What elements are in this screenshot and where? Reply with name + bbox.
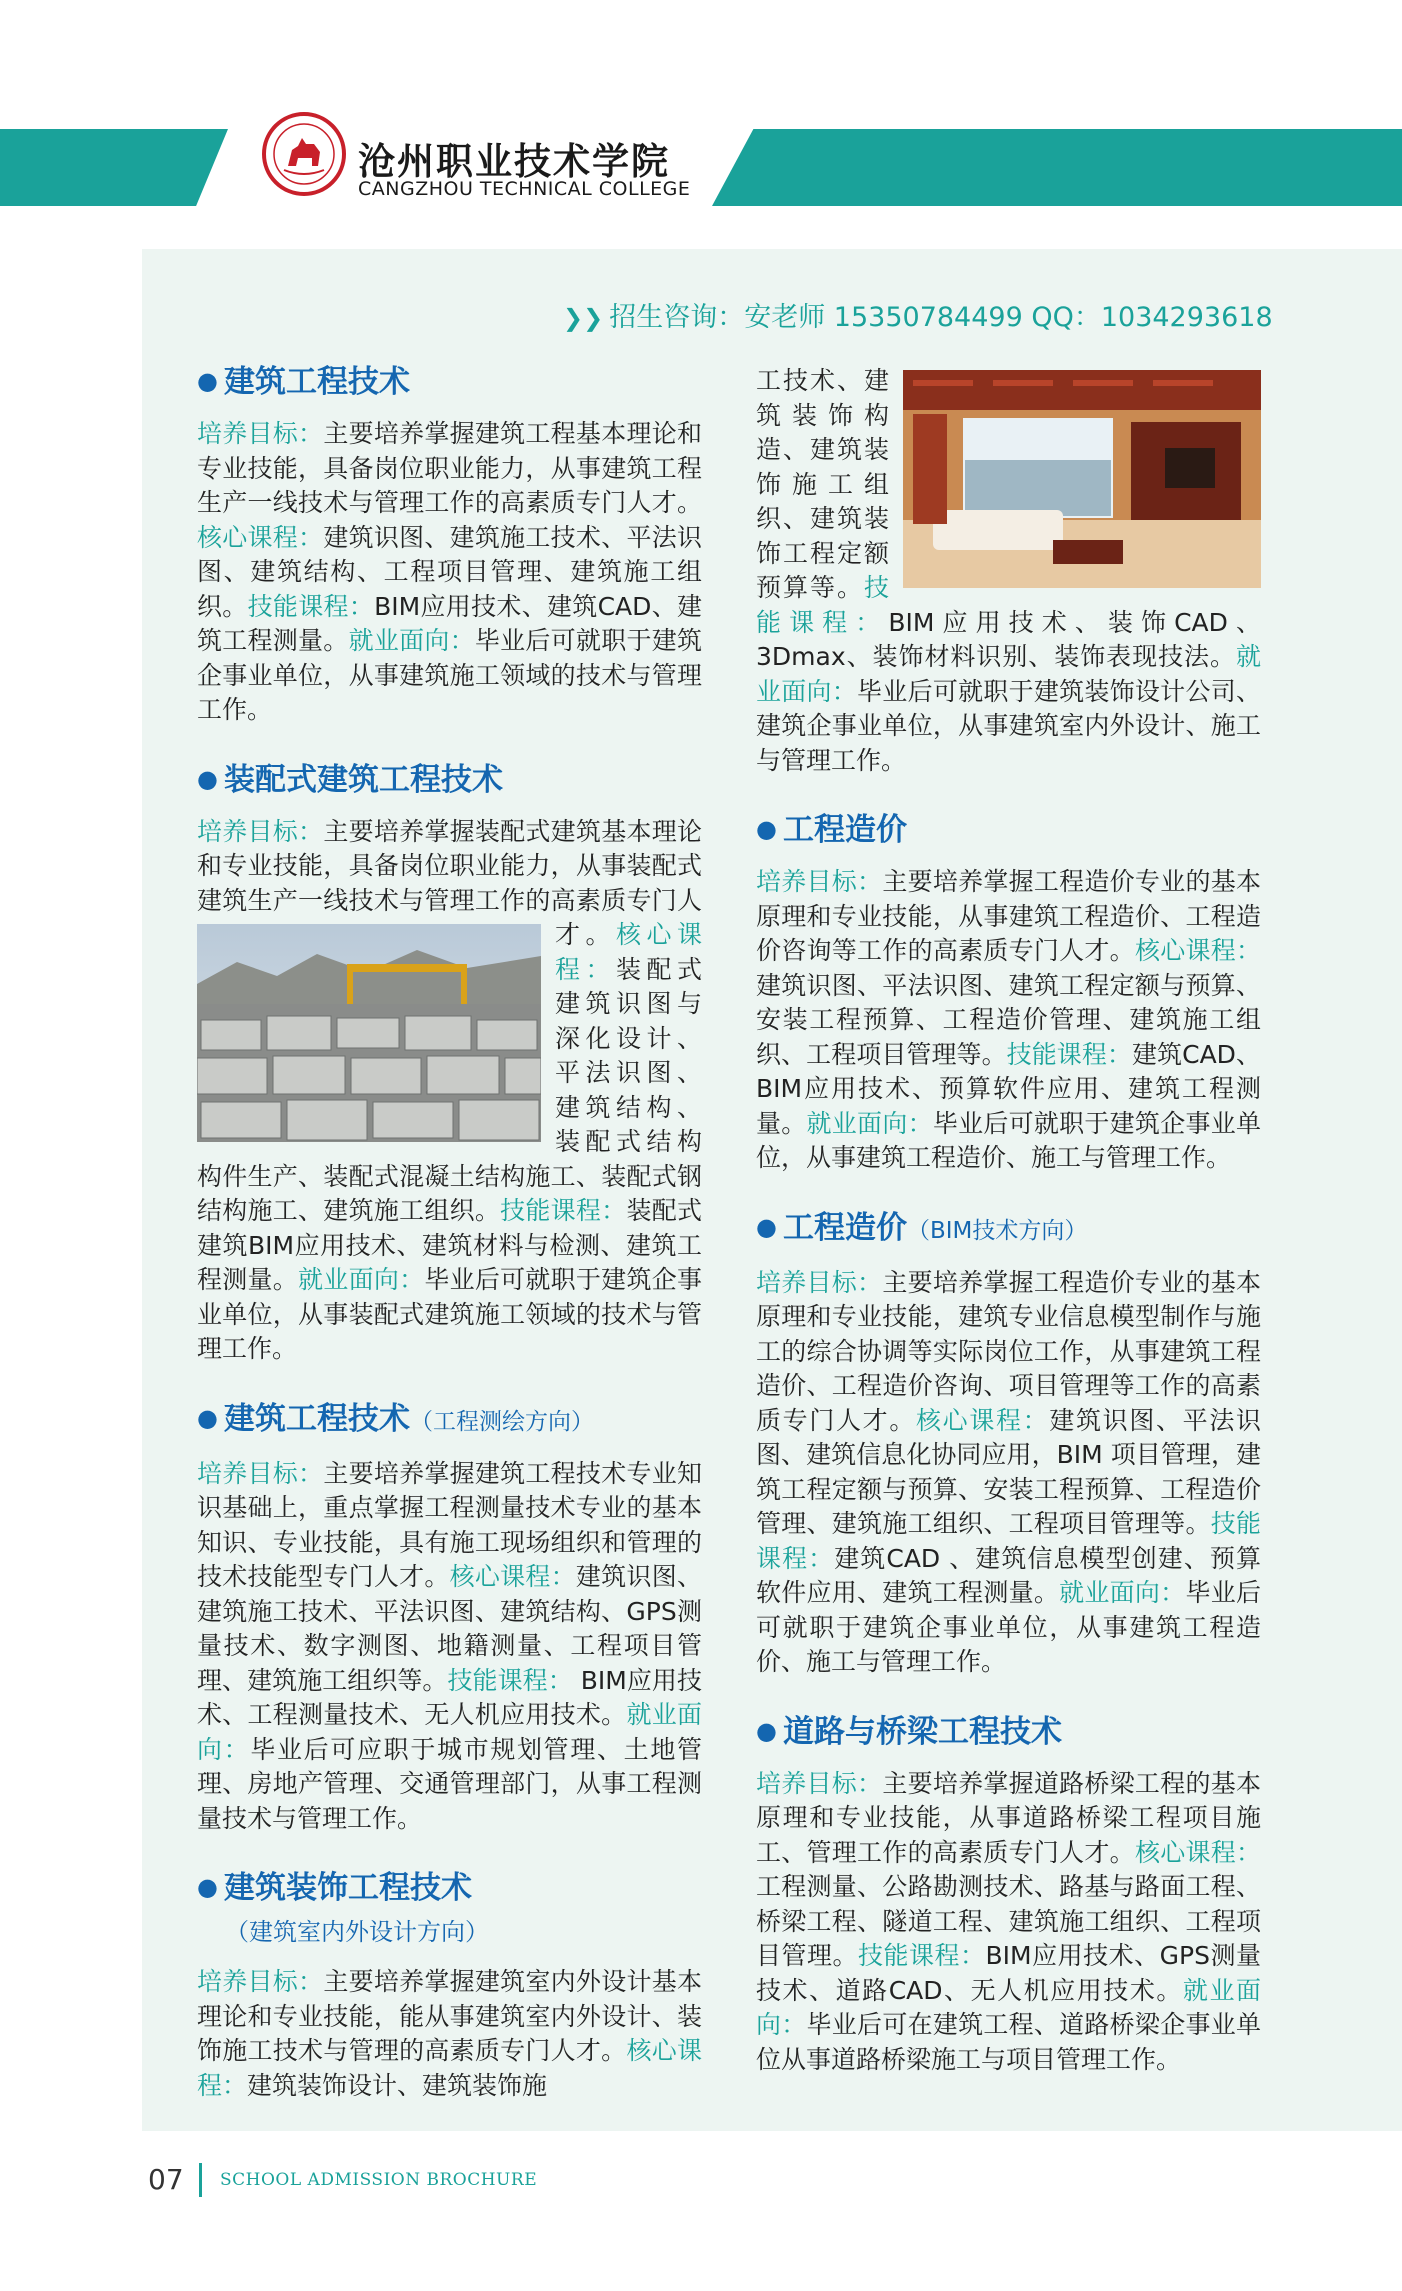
section-body: 培养目标：主要培养掌握道路桥梁工程的基本原理和专业技能，从事道路桥梁工程项目施工、管理工作的高素质专门人才。核心课程：工程测量、公路勘测技术、路基与路面工程、桥梁工程、隧道工程、建筑施工组织、工程项目管理。技能课程：BIM应用技术、GPS测量技术、道路CAD、无人机应用技术。就业面向：毕业后可在建筑工程、道路桥梁企事业单位从事道路桥梁施工与项目管理工作。 — [756, 1768, 1261, 2074]
major-construction-surveying — [197, 1397, 702, 1837]
left-column — [197, 360, 702, 2133]
section-subtitle: （建筑室内外设计方向） — [225, 1918, 489, 1946]
admission-contact — [563, 295, 1273, 334]
interior-design-photo — [903, 370, 1261, 588]
footer-text: SCHOOL ADMISSION BROCHURE — [220, 2170, 538, 2190]
section-title: ● 建筑工程技术 — [197, 364, 410, 400]
section-body: 培养目标：主要培养掌握建筑工程技术专业知识基础上，重点掌握工程测量技术专业的基本知识、专业技能，具有施工现场组织和管理的技术技能型专门人才。核心课程：建筑识图、建筑施工技术、平法识图、建筑结构、GPS测量技术、数字测图、地籍测量、工程项目管理、建筑施工组织等。技能课程： BIM应用技术、工程测量技术、无人机应用技术。就业面向：毕业后可应职于城市规划管理、土地管理、房地产管理、交通管理部门，从事工程测量技术与管理工作。 — [197, 1458, 702, 1833]
school-name-en: CANGZHOU TECHNICAL COLLEGE — [358, 178, 691, 200]
bullet-dot-icon: ● — [197, 367, 218, 395]
school-name-cn: 沧州职业技术学院 — [358, 140, 670, 183]
double-chevron-icon: ❯❯ — [563, 304, 604, 332]
major-road-bridge-engineering — [756, 1710, 1261, 2078]
section-title: ● 建筑装饰工程技术 — [197, 1870, 472, 1906]
footer-divider — [199, 2163, 202, 2197]
section-title: ● 工程造价（BIM技术方向） — [756, 1209, 1088, 1246]
section-title: ● 建筑工程技术（工程测绘方向） — [197, 1400, 594, 1437]
header-band-left — [0, 129, 228, 206]
header-band-right — [712, 129, 1402, 206]
section-body: 培养目标：主要培养掌握工程造价专业的基本原理和专业技能，从事建筑工程造价、工程造价咨询等工作的高素质专门人才。核心课程：建筑识图、平法识图、建筑工程定额与预算、安装工程预算、工程造价管理、建筑施工组织、工程项目管理等。技能课程：建筑CAD、BIM应用技术、预算软件应用、建筑工程测量。就业面向：毕业后可就职于建筑企事业单位，从事建筑工程造价、施工与管理工作。 — [756, 867, 1261, 1172]
section-body: 工技术、建筑装饰构造、建筑装饰施工组织、建筑装饰工程定额预算等。技能课程：BIM应用技术、装饰CAD、3Dmax、装饰材料识别、装饰表现技法。就业面向：毕业后可就职于建筑装饰设计公司、建筑企事业单位，从事建筑室内外设计、施工与管理工作。 — [756, 366, 1261, 775]
section-body: 培养目标：主要培养掌握建筑室内外设计基本理论和专业技能，能从事建筑室内外设计、装饰施工技术与管理的高素质专门人才。核心课程：建筑装饰设计、建筑装饰施 — [197, 1967, 702, 2100]
section-title: ● 装配式建筑工程技术 — [197, 761, 503, 798]
section-title: ● 工程造价 — [756, 812, 907, 848]
section-body: 培养目标：主要培养掌握装配式建筑基本理论和专业技能，具备岗位职业能力，从事装配式建筑生产一线技术与管理工作的高素质专门人才。 核心课程：装配式建筑识图与深化设计、平法识图、建筑结构、装配式结构构件生产、装配式混凝土结构施工、装配式钢结构施工、建筑施工组织。技能课程：装配式建筑BIM应用技术、建筑材料与检测、建筑工程测量。就业面向：毕业后可就职于建筑企事业单位，从事装配式建筑施工领域的技术与管理工作。 — [197, 816, 702, 1363]
section-title: ● 道路与桥梁工程技术 — [756, 1713, 1062, 1750]
school-logo — [262, 112, 346, 196]
major-construction-engineering — [197, 360, 702, 728]
page-number: 07 — [148, 2163, 184, 2196]
right-column — [756, 364, 1261, 2107]
section-body: 培养目标：主要培养掌握建筑工程基本理论和专业技能，具备岗位职业能力，从事建筑工程生产一线技术与管理工作的高素质专门人才。核心课程：建筑识图、建筑施工技术、平法识图、建筑结构、工程项目管理、建筑施工组织。技能课程：BIM应用技术、建筑CAD、建筑工程测量。就业面向：毕业后可就职于建筑企事业单位，从事建筑施工领域的技术与管理工作。 — [197, 419, 702, 724]
major-prefab-construction — [197, 758, 702, 1367]
contact-text: 招生咨询：安老师 15350784499 QQ：1034293618 — [609, 302, 1273, 333]
major-cost-engineering-bim — [756, 1206, 1261, 1680]
bullet-dot-icon: ● — [197, 1873, 218, 1901]
bullet-dot-icon: ● — [197, 1403, 218, 1432]
bullet-dot-icon: ● — [197, 764, 218, 793]
prefab-factory-photo — [197, 924, 541, 1142]
bullet-dot-icon: ● — [756, 1716, 777, 1745]
bullet-dot-icon: ● — [756, 1212, 777, 1241]
bullet-dot-icon: ● — [756, 815, 777, 843]
major-decoration-engineering — [197, 1866, 702, 2103]
major-decoration-engineering-continued — [756, 364, 1261, 778]
major-cost-engineering — [756, 808, 1261, 1176]
section-body: 培养目标：主要培养掌握工程造价专业的基本原理和专业技能，建筑专业信息模型制作与施工的综合协调等实际岗位工作，从事建筑工程造价、工程造价咨询、项目管理等工作的高素质专门人才。核心课程：建筑识图、平法识图、建筑信息化协同应用，BIM 项目管理，建筑工程定额与预算、安装工程预算、工程造价管理、建筑施工组织、工程项目管理等。技能课程：建筑CAD 、建筑信息模型创建、预算软件应用、建筑工程测量。就业面向：毕业后可就职于建筑企事业单位，从事建筑工程造价、施工与管理工作。 — [756, 1267, 1261, 1676]
